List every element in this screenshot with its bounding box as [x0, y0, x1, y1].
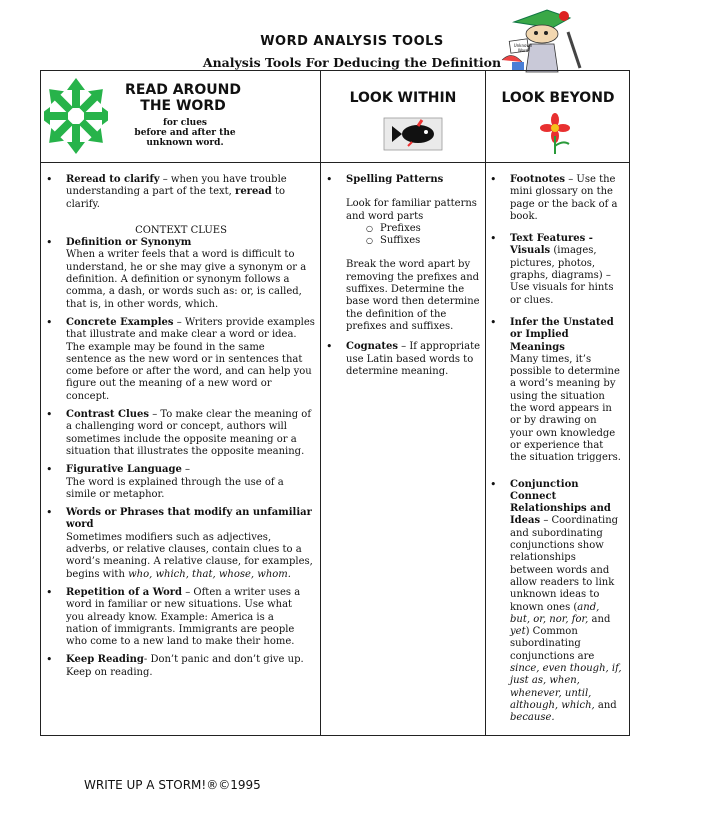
concrete-examples-item: • Concrete Examples – Writers provide examples: [42, 317, 320, 329]
text-features-item: • Text Features -: [486, 233, 630, 245]
cognates-item: • Cognates – If appropriate: [322, 341, 484, 353]
reread-item: • Reread to clarify – when you have trouble: [42, 174, 320, 186]
suffixes-item: ○ Suffixes: [322, 235, 484, 247]
keep-reading-item: • Keep Reading- Don’t panic and don’t give up.: [42, 654, 320, 666]
col3-header: LOOK BEYOND: [501, 90, 615, 106]
figurative-language-item: • Figurative Language –: [42, 464, 320, 476]
column-divider-1: [320, 70, 321, 736]
mascot-illustration: [492, 2, 592, 74]
conjunction-item: • Conjunction: [486, 479, 630, 491]
repetition-item: • Repetition of a Word – Often a writer uses a: [42, 587, 320, 599]
contrast-clues-item: • Contrast Clues – To make clear the meaning of: [42, 409, 320, 421]
col1-header: READ AROUND THE WORD: [125, 82, 241, 114]
header-divider: [40, 162, 630, 163]
context-clues-heading: CONTEXT CLUES: [135, 224, 227, 236]
magnifier-fish-icon: [382, 112, 448, 152]
col1-body: • Reread to clarify – when you have trouble understanding a part of the text, reread to clarify. CONTEXT CLUES • Definition or Synonym When a writer feels that a word is difficult to understand, he or she may give a synonym or a definition. A definition or synonym follows a comma, a dash, or words such as: or, is called, that is, in other words, which. • Concrete Examples – Writers provide examples that illustrate and make clear a word or idea. The example may be found in the same sentence as the new word or in sentences that come before or after the word, and can help you figure out the meaning of a new word or concept. • Contrast Clues – To make clear the meaning of a challenging word or concept, authors will sometimes include the opposite meaning or a situation that illustrates the opposite meaning. • Figurative Language – The word is explained through the use of a simile or metaphor. • Words or Phrases that modify an unfamiliar word Sometimes modifiers such as adjectives, adverbs, or relative clauses, contain clues to a word’s meaning. A relative clause, for examples, begins with who, which, that, whose, whom. • Repetition of a Word – Often a writer uses a word in familiar or new situations. Use what you already know. Example: America is a nation of immigrants. Immigrants are people who come to a new land to make their home. • Keep Reading- Don’t panic and don’t give up. Keep on reading.: [42, 174, 320, 679]
page-title: WORD ANALYSIS TOOLS: [260, 34, 444, 49]
mascot-sign-text: Unknown Word: [513, 43, 533, 53]
footnotes-item: • Footnotes – Use the: [486, 174, 630, 186]
flower-icon: [533, 112, 577, 156]
col2-header: LOOK WITHIN: [349, 90, 457, 106]
infer-item: • Infer the Unstated: [486, 317, 630, 329]
spelling-patterns-item: • Spelling Patterns: [322, 174, 484, 186]
col3-body: • Footnotes – Use the mini glossary on the page or the back of a book. • Text Features - Visuals (images, pictures, photos, graphs, diagrams) – Use visuals for hints or clues. • Infer the Unstated or Implied Meanings Many times, it’s possible to determine a word’s meaning by using the situation the word appears in or by drawing on your own knowledge or experience that the situation triggers. • Conjunction Connect Relationships and Ideas – Coordinating and subordinating conjunctions show relationships between words and allow readers to link unknown ideas to known ones (and, but, or, nor, for, and yet) Common subordinating conjunctions are since, even though, if, just as, when, whenever, until, although, which, and because.: [486, 174, 630, 724]
col2-body: • Spelling Patterns Look for familiar patterns and word parts ○ Prefixes ○ Suffixes Break the word apart by removing the prefixes and suffixes. Determine the base word then determine the definition of the prefixes and suffixes. • Cognates – If appropriate use Latin based words to determine meaning.: [322, 174, 484, 378]
definition-item: • Definition or Synonym: [42, 237, 320, 249]
prefixes-item: ○ Prefixes: [322, 223, 484, 235]
page-subtitle: Analysis Tools For Deducing the Definition: [202, 55, 502, 70]
modifiers-item: • Words or Phrases that modify an unfamiliar: [42, 507, 320, 519]
footer-copyright: WRITE UP A STORM!®©1995: [84, 778, 261, 792]
col1-subheader: for clues before and after the unknown word.: [134, 118, 236, 148]
arrows-cycle-icon: [44, 74, 108, 158]
